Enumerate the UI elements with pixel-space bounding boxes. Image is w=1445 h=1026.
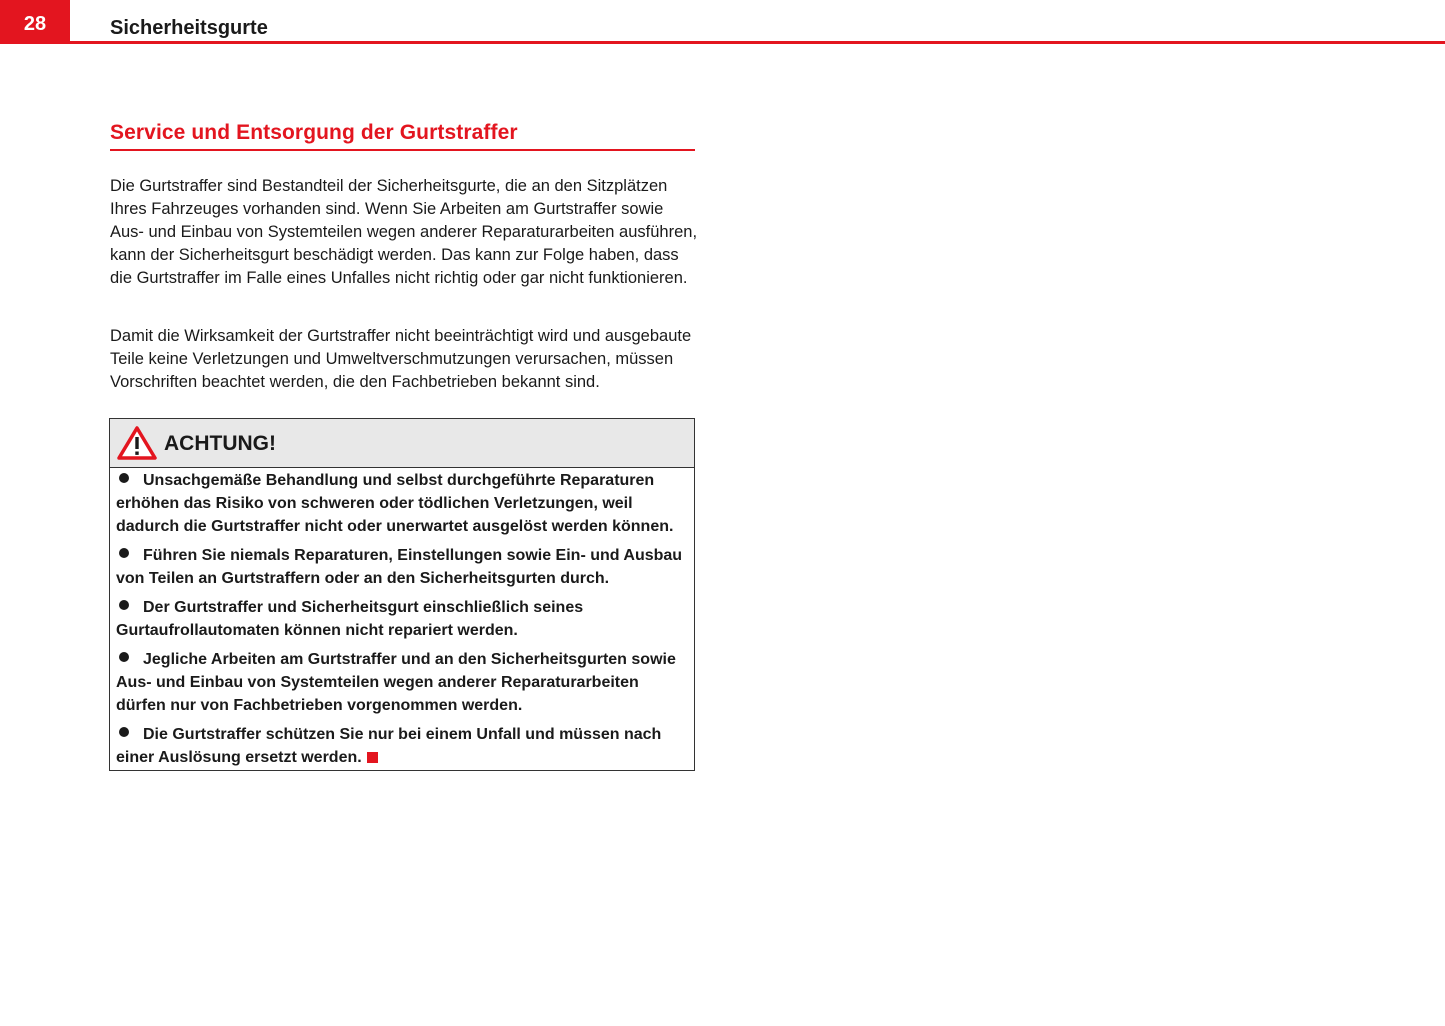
warning-item-text: Die Gurtstraffer schützen Sie nur bei einem Unfall und müssen nach einer Auslösung ersetzt werden. (116, 726, 662, 766)
warning-item-text: Jegliche Arbeiten am Gurtstraffer und an den Sicherheitsgurten sowie Aus- und Einbau von Systemteilen wegen anderer Reparaturarbeiten dürfen nur von Fachbetrieben vorgenommen werden. (116, 651, 676, 714)
bullet-icon (119, 727, 129, 737)
warning-list (110, 468, 694, 769)
warning-header (110, 419, 694, 468)
page-number: 28 (0, 0, 70, 44)
warning-item (116, 596, 688, 642)
end-of-section-icon (367, 752, 378, 763)
warning-item (116, 723, 688, 769)
bullet-icon (119, 652, 129, 662)
bullet-icon (119, 600, 129, 610)
warning-title: ACHTUNG! (164, 432, 276, 455)
warning-box (109, 418, 695, 771)
warning-item-text: Führen Sie niemals Reparaturen, Einstellungen sowie Ein- und Ausbau von Teilen an Gurtstraffern oder an den Sicherheitsgurten durch. (116, 547, 683, 587)
warning-item (116, 468, 688, 538)
bullet-icon (119, 548, 129, 558)
warning-item-text: Unsachgemäße Behandlung und selbst durchgeführte Reparaturen erhöhen das Risiko von schweren oder tödlichen Verletzungen, weil dadurch die Gurtstraffer nicht oder unerwartet ausgelöst werden können. (116, 472, 674, 535)
running-title: Sicherheitsgurte (110, 17, 268, 39)
section-title: Service und Entsorgung der Gurtstraffer (110, 119, 695, 151)
warning-item (116, 648, 688, 717)
body-paragraph-2: Damit die Wirksamkeit der Gurtstraffer nicht beeinträchtigt wird und ausgebaute Teile keine Verletzungen und Umweltverschmutzungen verursachen, müssen Vorschriften beachtet werden, die den Fachbetrieben bekannt sind. (110, 327, 692, 391)
warning-item-text: Der Gurtstraffer und Sicherheitsgurt einschließlich seines Gurtaufrollautomaten können nicht repariert werden. (116, 599, 584, 639)
warning-triangle-icon (116, 425, 158, 461)
body-paragraph-1: Die Gurtstraffer sind Bestandteil der Sicherheitsgurte, die an den Sitzplätzen Ihres Fahrzeuges vorhanden sind. Wenn Sie Arbeiten am Gurtstraffer sowie Aus- und Einbau von Systemteilen wegen anderer Reparaturarbeiten ausführen, kann der Sicherheitsgurt beschädigt werden. Das kann zur Folge haben, dass die Gurtstraffer im Falle eines Unfalles nicht richtig oder gar nicht funktionieren. (110, 177, 698, 287)
bullet-icon (119, 473, 129, 483)
header-rule (70, 41, 1445, 44)
warning-item (116, 544, 688, 590)
